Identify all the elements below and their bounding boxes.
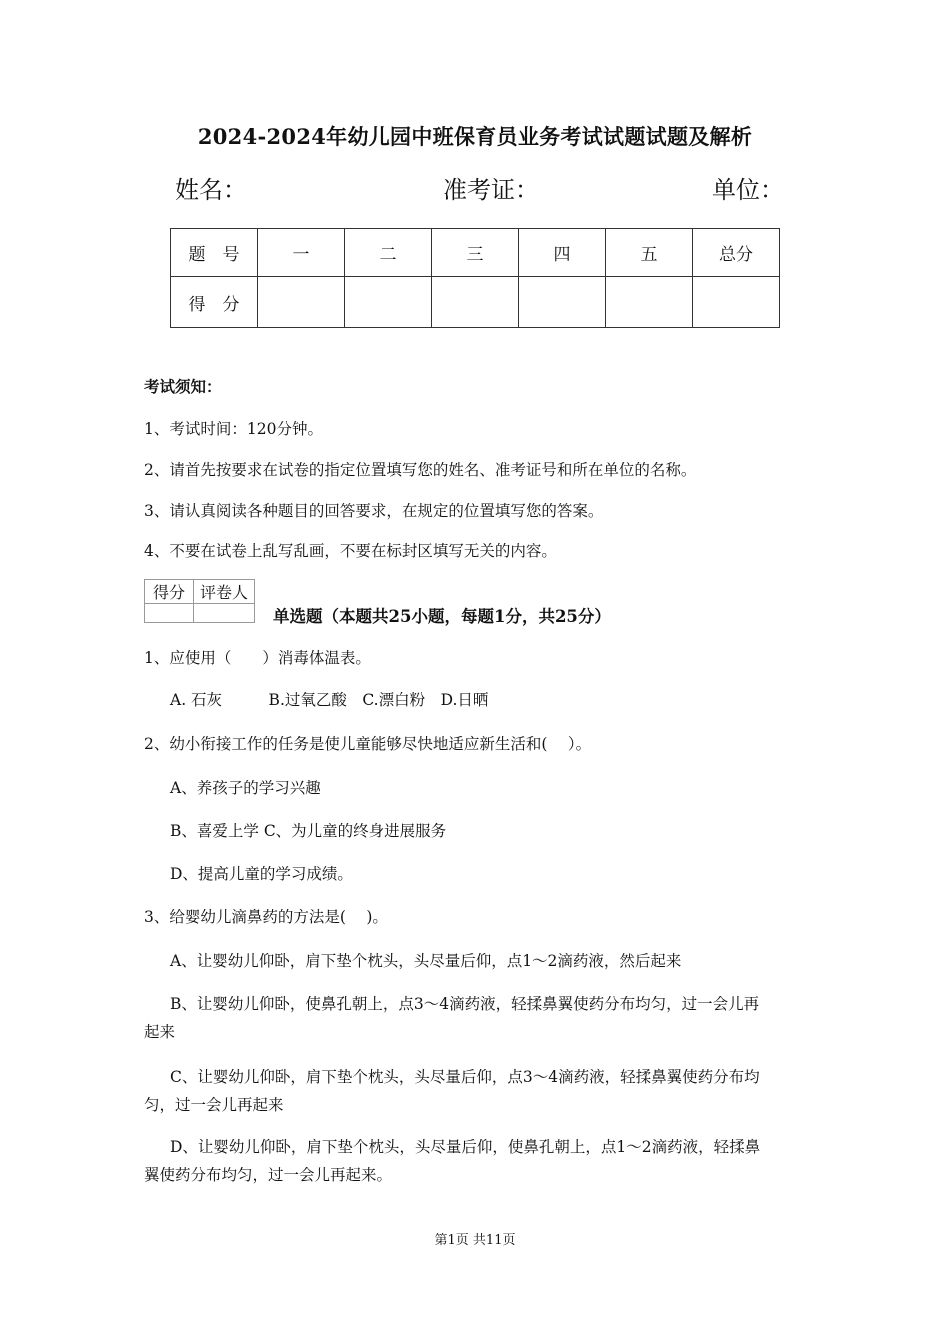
question-option: A、让婴幼儿仰卧，肩下垫个枕头，头尽量后仰，点1～2滴药液，然后起来 bbox=[170, 952, 682, 970]
section-title: 单选题（本题共25小题，每题1分，共25分） bbox=[273, 607, 611, 626]
question-stem: 2、幼小衔接工作的任务是使儿童能够尽快地适应新生活和( ）。 bbox=[144, 735, 592, 753]
question-option-continued: 匀，过一会儿再起来 bbox=[144, 1096, 284, 1114]
score-table-header-row bbox=[171, 229, 780, 277]
score-cell[interactable] bbox=[345, 277, 432, 328]
instruction-item: 4、不要在试卷上乱写乱画，不要在标封区填写无关的内容。 bbox=[144, 542, 557, 560]
score-cell[interactable] bbox=[432, 277, 519, 328]
question-option-continued: 翼使药分布均匀，过一会儿再起来。 bbox=[144, 1166, 393, 1184]
grader-score-cell[interactable] bbox=[145, 604, 194, 623]
question-option: B、让婴幼儿仰卧，使鼻孔朝上，点3～4滴药液，轻揉鼻翼使药分布均匀，过一会儿再 bbox=[170, 995, 760, 1013]
unit-field-label: 单位： bbox=[712, 176, 784, 204]
score-table-header-cell: 三 bbox=[432, 229, 519, 277]
exam-id-field-label: 准考证： bbox=[443, 176, 539, 204]
score-table-score-row bbox=[171, 277, 780, 328]
question-options: A. 石灰 B.过氧乙酸 C.漂白粉 D.日晒 bbox=[170, 691, 489, 709]
question-option: D、让婴幼儿仰卧，肩下垫个枕头，头尽量后仰，使鼻孔朝上，点1～2滴药液，轻揉鼻 bbox=[170, 1138, 761, 1156]
question-option: C、让婴幼儿仰卧，肩下垫个枕头，头尽量后仰，点3～4滴药液，轻揉鼻翼使药分布均 bbox=[170, 1068, 760, 1086]
question-option-continued: 起来 bbox=[144, 1023, 176, 1041]
score-table-header-cell: 一 bbox=[258, 229, 345, 277]
question-option: B、喜爱上学 C、为儿童的终身进展服务 bbox=[170, 822, 447, 840]
grader-name-label: 评卷人 bbox=[194, 580, 255, 604]
score-table bbox=[170, 228, 780, 328]
question-option: A、养孩子的学习兴趣 bbox=[170, 779, 321, 797]
instruction-item: 3、请认真阅读各种题目的回答要求，在规定的位置填写您的答案。 bbox=[144, 502, 604, 520]
score-table-header-cell: 四 bbox=[519, 229, 606, 277]
score-cell[interactable] bbox=[693, 277, 780, 328]
score-table-header-cell: 二 bbox=[345, 229, 432, 277]
name-field-label: 姓名： bbox=[175, 176, 247, 204]
score-cell[interactable] bbox=[519, 277, 606, 328]
grader-box bbox=[144, 579, 255, 623]
question-stem: 1、应使用（ ）消毒体温表。 bbox=[144, 649, 371, 667]
instruction-item: 2、请首先按要求在试卷的指定位置填写您的姓名、准考证号和所在单位的名称。 bbox=[144, 461, 697, 479]
question-option: D、提高儿童的学习成绩。 bbox=[170, 865, 353, 883]
page-footer: 第1页 共11页 bbox=[434, 1233, 516, 1248]
page-title: 2024-2024年幼儿园中班保育员业务考试试题试题及解析 bbox=[197, 124, 753, 149]
score-cell[interactable] bbox=[258, 277, 345, 328]
grader-score-label: 得分 bbox=[145, 580, 194, 604]
score-table-header-cell: 题 号 bbox=[171, 229, 258, 277]
question-stem: 3、给婴幼儿滴鼻药的方法是( )。 bbox=[144, 908, 388, 926]
instructions-heading: 考试须知： bbox=[144, 377, 222, 396]
score-row-label: 得 分 bbox=[171, 277, 258, 328]
score-cell[interactable] bbox=[606, 277, 693, 328]
grader-name-cell[interactable] bbox=[194, 604, 255, 623]
score-table-header-cell: 五 bbox=[606, 229, 693, 277]
score-table-header-cell: 总分 bbox=[693, 229, 780, 277]
instruction-item: 1、考试时间：120分钟。 bbox=[144, 420, 323, 438]
